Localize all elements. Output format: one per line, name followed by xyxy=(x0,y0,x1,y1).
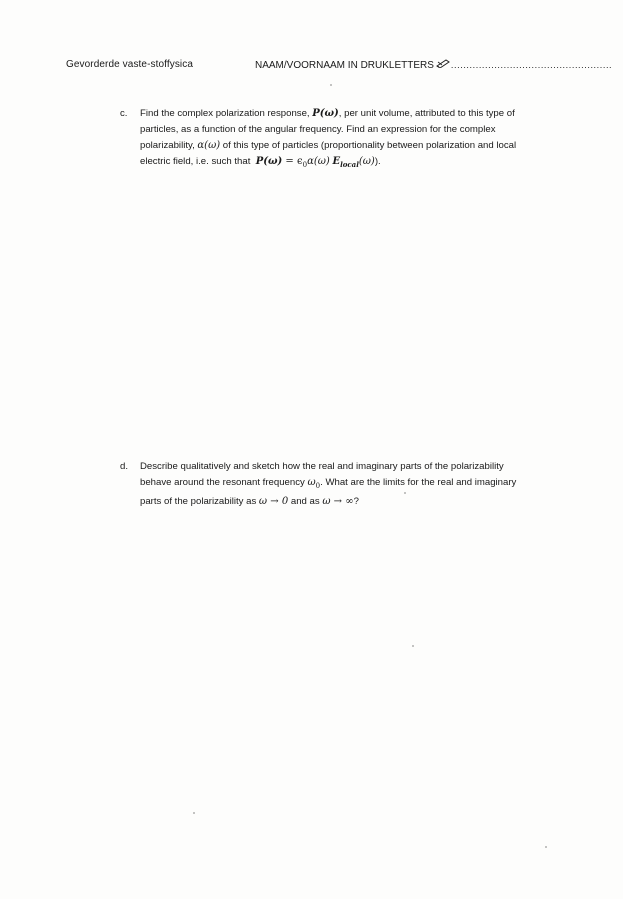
math-eq-epsilon-sub: 0 xyxy=(302,160,308,169)
text-run: behave around the resonant frequency xyxy=(140,477,305,488)
name-input-dots[interactable]: .................................................... xyxy=(450,60,613,70)
math-omega0: ω xyxy=(307,477,316,488)
question-d-line-1: Describe qualitatively and sketch how the real and imaginary parts of the polarizability xyxy=(140,461,504,472)
text-run: Find the complex polarization response, xyxy=(140,108,310,119)
scan-speck xyxy=(330,84,332,86)
question-c-text xyxy=(140,106,550,173)
math-eq-alpha: α(ω) xyxy=(307,156,330,167)
name-field xyxy=(255,59,612,71)
text-run: . What are the limits for the real and imaginary xyxy=(320,477,517,488)
math-eq-P: P(ω) xyxy=(255,156,283,167)
math-eq-E-sub: local xyxy=(340,159,359,169)
question-c-line-4 xyxy=(140,154,550,173)
math-omega0-sub: 0 xyxy=(315,481,321,490)
text-run: , per unit volume, attributed to this type of xyxy=(338,108,515,119)
text-run: ? xyxy=(353,495,359,507)
math-alpha-omega: α(ω) xyxy=(197,140,221,151)
question-d-line-3 xyxy=(140,494,550,510)
text-run: ). xyxy=(374,156,381,167)
question-d-letter: d. xyxy=(120,461,129,472)
text-run: polarizability, xyxy=(140,140,195,151)
scan-speck xyxy=(545,846,547,848)
text-run: parts of the polarizability as xyxy=(140,495,257,507)
question-d xyxy=(120,459,550,510)
question-d-line-2 xyxy=(140,475,550,494)
pencil-icon xyxy=(436,59,450,68)
question-c-line-2: particles, as a function of the angular frequency. Find an expression for the complex xyxy=(140,124,496,135)
course-title: Gevorderde vaste-stoffysica xyxy=(66,59,194,70)
scan-speck xyxy=(193,812,195,814)
question-d-text xyxy=(140,459,550,510)
math-limit-infinity: ω → ∞ xyxy=(322,495,354,507)
text-run: electric field, i.e. such that xyxy=(140,156,251,167)
text-run: of this type of particles (proportionality between polarization and local xyxy=(220,140,517,151)
question-c-line-3 xyxy=(140,138,550,154)
math-eq-E: E xyxy=(332,156,341,167)
scan-speck xyxy=(412,645,414,647)
math-limit-zero: ω → 0 xyxy=(258,495,289,507)
text-run: and as xyxy=(288,495,320,507)
question-c-letter: c. xyxy=(120,108,128,119)
question-c xyxy=(120,106,550,173)
question-c-line-1 xyxy=(140,106,550,122)
name-label: NAAM/VOORNAAM IN DRUKLETTERS xyxy=(255,60,434,71)
math-eq-epsilon: = ϵ xyxy=(282,156,303,167)
math-eq-omega: (ω) xyxy=(358,156,375,167)
math-P-omega: P(ω) xyxy=(312,108,339,119)
scan-speck xyxy=(404,492,406,494)
